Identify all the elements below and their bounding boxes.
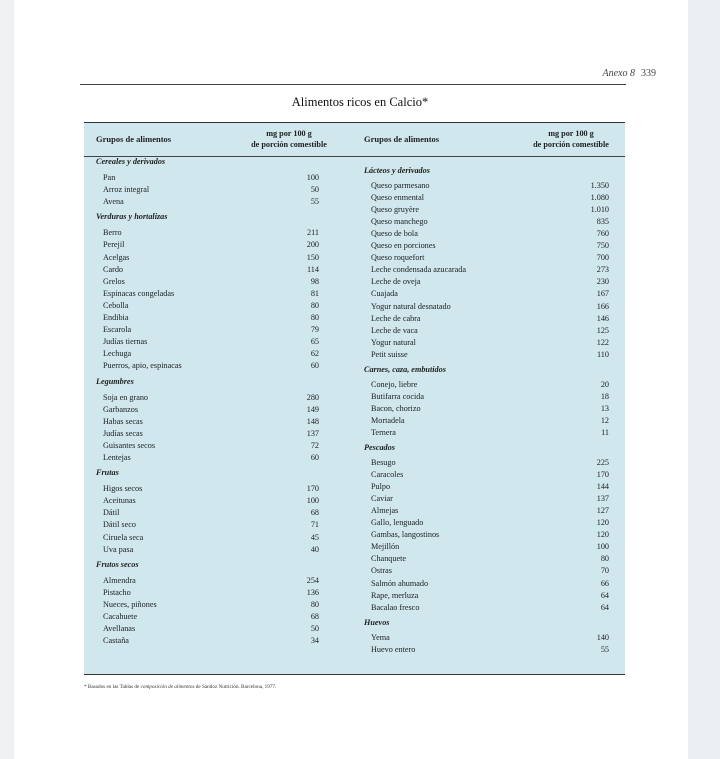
food-name: Arroz integral	[103, 185, 150, 195]
calcium-value: 80	[600, 554, 609, 564]
food-name: Grelos	[103, 276, 125, 286]
food-row	[84, 416, 357, 428]
food-row	[84, 227, 357, 239]
calcium-value: 122	[596, 337, 609, 347]
food-row	[84, 519, 357, 531]
page-edge	[688, 0, 720, 759]
food-name: Pistacho	[103, 587, 131, 597]
food-row	[352, 602, 625, 614]
calcium-value: 144	[596, 482, 609, 492]
calcium-value: 11	[601, 427, 609, 437]
food-row	[84, 599, 357, 611]
food-name: Dátil seco	[103, 520, 136, 530]
calcium-value: 750	[596, 241, 609, 251]
food-row	[84, 239, 357, 251]
category-heading: Carnes, caza, embutidos	[364, 364, 446, 374]
food-row	[84, 611, 357, 623]
category-heading: Verduras y hortalizas	[96, 212, 168, 222]
food-name: Leche de oveja	[371, 277, 421, 287]
calcium-value: 254	[306, 575, 319, 585]
food-name: Avellanas	[103, 624, 136, 634]
category-heading: Huevos	[364, 617, 390, 627]
calcium-value: 100	[306, 496, 319, 506]
food-row	[352, 493, 625, 505]
calcium-table-right	[352, 122, 625, 675]
calcium-value: 64	[600, 602, 609, 612]
table-header	[352, 123, 625, 157]
food-row	[84, 184, 357, 196]
category-heading: Pescados	[364, 443, 395, 452]
food-name: Aceitunas	[103, 496, 136, 506]
food-row	[352, 240, 625, 252]
food-name: Habas secas	[103, 416, 143, 426]
table-header	[84, 123, 357, 157]
food-name: Caviar	[371, 494, 393, 504]
food-name: Queso enmental	[371, 193, 424, 203]
food-row	[84, 635, 357, 647]
food-name: Higos secos	[103, 484, 143, 494]
food-name: Soja en grano	[103, 392, 149, 402]
footnote-italic: composición de alimentos	[140, 684, 195, 690]
food-row	[352, 427, 625, 439]
group-column-header: Grupos de alimentos	[96, 134, 172, 144]
food-name: Yogur natural	[371, 337, 416, 347]
food-row	[352, 415, 625, 427]
food-name: Castaña	[103, 636, 129, 646]
mg-header-line1: mg por 100 g	[548, 129, 594, 138]
category-heading: Legumbres	[96, 376, 134, 386]
calcium-value: 100	[596, 542, 609, 552]
calcium-value: 225	[596, 458, 609, 467]
food-name: Endibia	[103, 313, 129, 322]
food-name: Queso gruyère	[371, 205, 419, 215]
food-name: Besugo	[371, 458, 396, 467]
food-row	[352, 391, 625, 403]
calcium-value: 55	[600, 644, 609, 654]
calcium-value: 64	[600, 590, 609, 600]
food-row	[352, 517, 625, 529]
food-row	[352, 180, 625, 192]
food-row	[84, 252, 357, 264]
calcium-value: 62	[310, 349, 319, 359]
food-row	[352, 379, 625, 391]
food-row	[352, 204, 625, 216]
food-name: Lentejas	[103, 453, 131, 462]
food-name: Queso parmesano	[371, 181, 430, 190]
food-name: Garbanzos	[103, 404, 139, 414]
food-row	[84, 360, 357, 372]
food-name: Mortadela	[371, 415, 405, 425]
food-name: Pulpo	[371, 482, 391, 492]
food-row	[352, 301, 625, 313]
food-name: Yema	[371, 632, 390, 642]
calcium-value: 200	[306, 240, 319, 250]
food-name: Nueces, piñones	[103, 599, 157, 609]
food-row	[352, 529, 625, 541]
food-row	[352, 505, 625, 517]
calcium-value: 120	[596, 530, 609, 540]
chapter-label: Anexo 8	[602, 68, 635, 79]
food-row	[84, 587, 357, 599]
food-name: Leche de vaca	[371, 325, 418, 335]
food-row	[352, 216, 625, 228]
running-header	[603, 68, 657, 79]
food-row	[352, 349, 625, 361]
calcium-value: 170	[306, 484, 319, 494]
calcium-value: 80	[310, 313, 319, 322]
food-name: Leche de cabra	[371, 313, 421, 323]
mg-header-line2: de porción comestible	[533, 140, 609, 149]
food-row	[352, 337, 625, 349]
calcium-value: 1.350	[590, 181, 609, 190]
food-row	[352, 553, 625, 565]
calcium-value: 150	[306, 252, 319, 262]
food-name: Ternera	[371, 427, 396, 437]
food-row	[84, 495, 357, 507]
food-name: Rape, merluza	[371, 590, 419, 600]
footnote	[84, 684, 276, 690]
food-name: Conejo, liebre	[371, 379, 418, 389]
header-rule	[80, 84, 626, 85]
food-name: Cuajada	[371, 289, 398, 299]
food-name: Gallo, lenguado	[371, 518, 424, 528]
calcium-value: 149	[306, 404, 319, 414]
food-name: Ostras	[371, 566, 392, 576]
food-name: Avena	[103, 197, 124, 207]
food-row	[84, 300, 357, 312]
food-row	[84, 623, 357, 635]
food-row	[352, 264, 625, 276]
food-name: Guisantes secos	[103, 440, 156, 450]
calcium-value: 12	[600, 415, 609, 425]
group-column-header: Grupos de alimentos	[364, 134, 440, 144]
calcium-value: 100	[306, 173, 319, 182]
calcium-value: 835	[596, 217, 609, 227]
calcium-table-left	[84, 122, 357, 675]
food-row	[352, 632, 625, 644]
category-heading: Lácteos y derivados	[364, 166, 430, 175]
food-name: Almejas	[371, 506, 399, 516]
food-name: Perejil	[103, 240, 125, 250]
food-row	[352, 288, 625, 300]
food-name: Chanquete	[371, 554, 407, 564]
calcium-value: 80	[310, 300, 319, 310]
food-row	[84, 483, 357, 495]
food-row	[352, 276, 625, 288]
food-row	[84, 507, 357, 519]
food-row	[84, 324, 357, 336]
mg-header-line2: de porción comestible	[251, 140, 327, 149]
food-name: Bacon, chorizo	[371, 403, 421, 413]
food-name: Almendra	[103, 575, 136, 585]
calcium-value: 125	[596, 325, 609, 335]
food-row	[84, 336, 357, 348]
food-name: Cacahuete	[103, 612, 138, 621]
food-row	[352, 578, 625, 590]
calcium-value: 72	[310, 440, 319, 450]
calcium-value: 45	[310, 532, 319, 542]
food-name: Leche condensada azucarada	[371, 265, 466, 275]
calcium-value: 170	[596, 470, 609, 480]
calcium-value: 167	[596, 289, 609, 299]
food-row	[352, 192, 625, 204]
calcium-value: 1.010	[590, 205, 609, 215]
food-row	[352, 644, 625, 656]
calcium-value: 137	[596, 494, 609, 504]
calcium-value: 148	[306, 416, 319, 426]
food-row	[84, 348, 357, 360]
food-name: Huevo entero	[371, 644, 416, 654]
food-name: Queso manchego	[371, 217, 428, 227]
food-name: Cebolla	[103, 300, 129, 310]
calcium-value: 55	[310, 197, 319, 207]
food-row	[352, 325, 625, 337]
food-row	[352, 590, 625, 602]
food-row	[352, 228, 625, 240]
calcium-value: 81	[310, 288, 319, 298]
food-row	[84, 440, 357, 452]
calcium-value: 34	[310, 636, 319, 646]
food-name: Pan	[103, 173, 116, 182]
footnote-prefix: * Basados en las Tablas de	[84, 684, 141, 690]
calcium-value: 760	[596, 229, 609, 239]
food-row	[352, 565, 625, 577]
calcium-value: 700	[596, 253, 609, 263]
category-heading: Frutos secos	[96, 559, 139, 569]
food-row	[352, 403, 625, 415]
food-row	[84, 575, 357, 587]
table-title: Alimentos ricos en Calcio*	[291, 95, 429, 109]
food-name: Cardo	[103, 264, 124, 274]
food-name: Butifarra cocida	[371, 391, 424, 401]
calcium-value: 40	[310, 544, 319, 554]
calcium-value: 211	[307, 228, 319, 238]
food-name: Queso de bola	[371, 229, 418, 239]
calcium-value: 280	[306, 392, 319, 402]
category-heading: Cereales y derivados	[96, 157, 166, 166]
calcium-value: 273	[596, 265, 609, 275]
food-name: Berro	[103, 228, 122, 238]
food-row	[352, 481, 625, 493]
mg-header-line1: mg por 100 g	[266, 129, 312, 138]
calcium-value: 65	[310, 337, 319, 347]
food-name: Bacalao fresco	[371, 602, 420, 612]
calcium-value: 79	[310, 325, 319, 335]
calcium-value: 60	[310, 453, 319, 462]
food-name: Ciruela seca	[103, 532, 144, 542]
food-row	[352, 469, 625, 481]
calcium-value: 146	[596, 313, 609, 323]
food-row	[84, 544, 357, 556]
mg-column-header	[516, 128, 626, 150]
calcium-value: 127	[596, 506, 609, 516]
food-row	[352, 313, 625, 325]
food-row	[352, 541, 625, 553]
food-row	[84, 196, 357, 208]
calcium-value: 71	[310, 520, 319, 530]
calcium-value: 1.080	[590, 193, 609, 203]
food-name: Gambas, langostinos	[371, 530, 440, 540]
food-row	[84, 404, 357, 416]
category-heading: Frutas	[96, 468, 119, 478]
food-row	[84, 276, 357, 288]
food-row	[352, 252, 625, 264]
page-number: 339	[641, 68, 656, 79]
food-name: Uva pasa	[103, 544, 134, 554]
food-row	[84, 288, 357, 300]
food-row	[352, 457, 625, 469]
food-row	[84, 428, 357, 440]
footnote-suffix: de Sandoz Nutrición. Barcelona, 1977.	[194, 684, 277, 690]
food-row	[84, 452, 357, 464]
calcium-value: 13	[600, 403, 609, 413]
food-row	[84, 172, 357, 184]
food-name: Queso roquefort	[371, 253, 425, 263]
food-name: Espinacas congeladas	[103, 288, 175, 298]
food-row	[84, 392, 357, 404]
calcium-value: 114	[307, 264, 319, 274]
food-name: Salmón ahumado	[371, 578, 429, 588]
mg-column-header	[234, 128, 344, 150]
food-name: Lechuga	[103, 349, 132, 359]
calcium-value: 18	[600, 391, 609, 401]
food-row	[84, 312, 357, 324]
food-name: Caracoles	[371, 470, 404, 480]
food-name: Escarola	[103, 325, 132, 335]
food-row	[84, 532, 357, 544]
calcium-value: 50	[310, 624, 319, 634]
calcium-value: 136	[306, 587, 319, 597]
calcium-value: 80	[310, 599, 319, 609]
food-name: Judías secas	[103, 428, 143, 438]
food-name: Mejillón	[371, 542, 400, 552]
calcium-value: 70	[600, 566, 609, 576]
food-row	[84, 264, 357, 276]
food-name: Judías tiernas	[103, 337, 148, 347]
calcium-value: 140	[596, 632, 609, 642]
food-name: Dátil	[103, 508, 120, 518]
calcium-value: 230	[596, 277, 609, 287]
calcium-value: 20	[600, 379, 609, 389]
calcium-value: 50	[310, 185, 319, 195]
food-name: Queso en porciones	[371, 241, 436, 251]
calcium-value: 110	[597, 349, 609, 359]
calcium-value: 166	[596, 301, 609, 311]
food-name: Puerros, apio, espinacas	[103, 361, 182, 371]
calcium-value: 137	[306, 428, 319, 438]
calcium-value: 66	[600, 578, 609, 588]
calcium-value: 68	[310, 508, 319, 518]
calcium-value: 60	[310, 361, 319, 371]
food-name: Acelgas	[103, 252, 130, 262]
food-name: Petit suisse	[371, 349, 408, 359]
calcium-value: 120	[596, 518, 609, 528]
calcium-value: 98	[310, 276, 319, 286]
food-name: Yogur natural desnatado	[371, 301, 451, 311]
calcium-value: 68	[310, 612, 319, 621]
